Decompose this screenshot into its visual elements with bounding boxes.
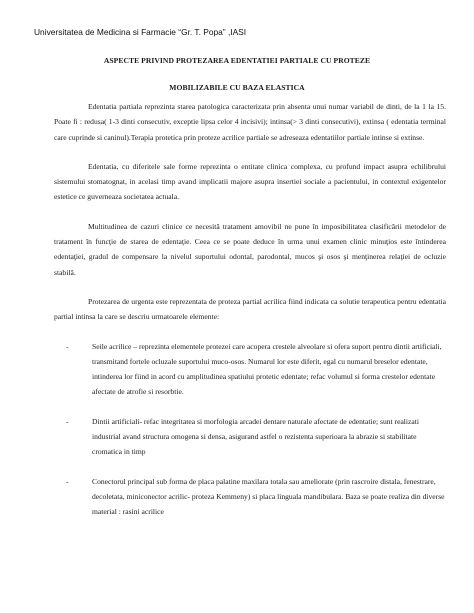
list-bullet: - bbox=[66, 341, 69, 351]
list-item bbox=[54, 339, 446, 400]
list-item bbox=[54, 474, 446, 520]
list-bullet: - bbox=[66, 476, 69, 486]
paragraph-clinical-impact: Edentatia, cu diferitele sale forme reprezinta o entitate clinica complexa, cu profund impact asupra echilibrului sistemului stomatognat, in acelasi timp avand implicatii majore asupra insertiei sociale a pacientului, in contextul exigentelor estetice ce guverneaza societatea actuala. bbox=[54, 161, 446, 202]
element-list bbox=[54, 339, 446, 520]
document-body bbox=[54, 99, 446, 520]
paragraph-treatment-methods: Multitudinea de cazuri clinice ce necesită tratament amovibil ne pune în imposibilitatea clasificării metodelor de tratament în funcţie de starea de edentaţie. Ceea ce se poate deduce în urma unui examen clinic minuţios este întinderea edentaţiei, gradul de compensare la nivelul suportului odontal, parodontal, mucos şi osos şi menţinerea relaţiei de ocluzie stabilă. bbox=[54, 221, 446, 277]
list-item-text: Conectorul principal sub forma de placa palatine maxilara totala sau ameliorate (prin rascroire distala, fenestrare, decoletata, miniconector acrilic- proteza Kemmeny) si placa linguala mandibulara. Baza se poate realiza din diverse material : rasini acrilice bbox=[92, 476, 445, 517]
paragraph-definition: Edentatia partiala reprezinta starea patologica caracterizata prin absenta unui numar variabil de dinti, de la 1 la 15. Poate fi : redusa( 1-3 dinti consecutiv, exceptie lipsa celor 4 incisivi); intinsa(> 3 dinti consecutivi), extinsa ( edentatia terminal care cuprinde si caninul).Terapia protetica prin proteze acrilice partiale se adreseaza edentatiilor partiale intinse si extinse. bbox=[54, 102, 446, 142]
paragraph-emergency-prosthesis: Protezarea de urgenta este reprezentata de proteza partial acrilica fiind indicata ca solutie terapeutica pentru edentatia partial intinsa la care se descriu urmatoarele elemente: bbox=[54, 296, 446, 322]
list-item-text: Seile acrilice – reprezinta elementele protezei care acopera crestele alveolare si ofera suport pentru dintii artificiali, transmitand fortele ocluzale suportului muco-osos. Numarul lor este diferit, egal cu numarul breselor edentate, intinderea lor fiind in acord cu amplitudinea spatiului protetic edentate; refac volumul si forma crestelor edentate afectate de atrofie si resorbtie. bbox=[92, 341, 442, 397]
list-bullet: - bbox=[66, 416, 69, 426]
list-item-text: Dintii artificiali- refac integritatea si morfologia arcadei dentare naturale afectate de edentatie; sunt realizati industrial avand structura omogena si densa, asigurand astfel o rezistenta superioara la abrazie si stabilitate cromatica in timp bbox=[92, 416, 419, 457]
document-title-line-1: ASPECTE PRIVIND PROTEZAREA EDENTATIEI PARTIALE CU PROTEZE bbox=[103, 56, 371, 65]
institution-header: Universitatea de Medicina si Farmacie “Gr. T. Popa” ,IASI bbox=[34, 27, 247, 37]
list-item bbox=[54, 414, 446, 460]
document-title-line-2: MOBILIZABILE CU BAZA ELASTICA bbox=[169, 83, 305, 92]
